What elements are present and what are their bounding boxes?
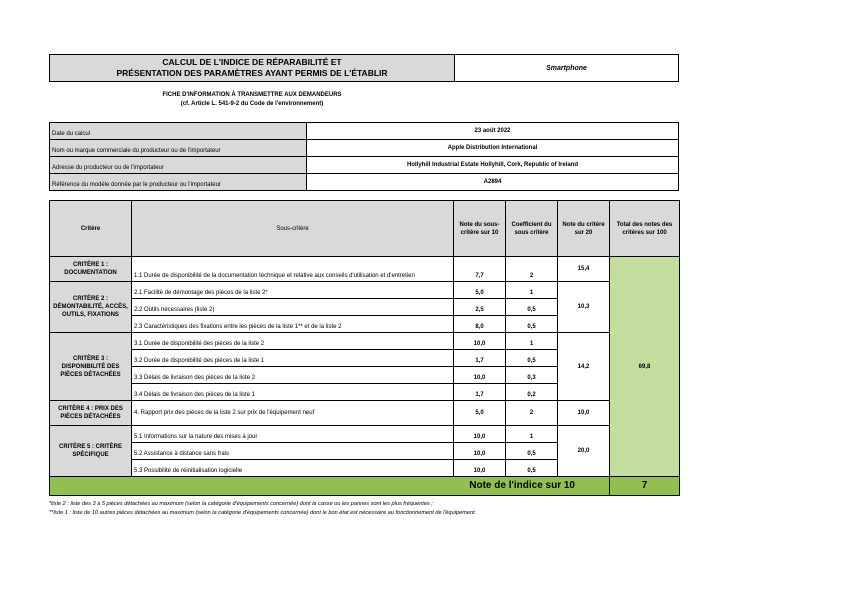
sub-coef: 0,5 bbox=[506, 316, 558, 333]
sub-coef: 0,5 bbox=[506, 443, 558, 460]
sub-note: 10,0 bbox=[454, 443, 506, 460]
header-critere: Critère bbox=[50, 201, 132, 257]
sub-note: 10,0 bbox=[454, 333, 506, 350]
sub-note: 8,0 bbox=[454, 316, 506, 333]
info-label: Nom ou marque commerciale du producteur ou de l'importateur bbox=[50, 140, 307, 157]
sub-criterion: 3.2 Durée de disponibilité des pièces de la liste 1 bbox=[132, 350, 454, 367]
sub-note: 5,0 bbox=[454, 282, 506, 299]
info-label: Adresse du producteur ou de l'importateur bbox=[50, 157, 307, 174]
info-label: Référence du modèle donnée par le producteur ou l'importateur bbox=[50, 174, 307, 191]
document-title bbox=[49, 54, 455, 82]
fiche-info bbox=[49, 91, 455, 109]
criterion-1: CRITÈRE 1 : DOCUMENTATION bbox=[50, 257, 132, 282]
info-row bbox=[50, 123, 679, 140]
footnote-liste-1: **liste 1 : liste de 10 autres pièces détachées au maximum (selon la catégorie d'équipements concernée) dont le bon état est nécessaire au fonctionnement de l'équipement. bbox=[49, 510, 477, 516]
sub-coef: 2 bbox=[506, 257, 558, 282]
criterion-note: 14,2 bbox=[558, 333, 610, 401]
product-type: Smartphone bbox=[455, 54, 679, 82]
sub-criterion: 3.3 Délais de livraison des pièces de la liste 2 bbox=[132, 367, 454, 384]
final-score-label: Note de l'indice sur 10 bbox=[50, 477, 610, 496]
sub-criterion: 3.1 Durée de disponibilité des pièces de la liste 2 bbox=[132, 333, 454, 350]
sub-coef: 0,5 bbox=[506, 460, 558, 477]
header-sous-critere: Sous-critère bbox=[132, 201, 454, 257]
sub-note: 5,0 bbox=[454, 401, 506, 426]
info-label: Date du calcul bbox=[50, 123, 307, 140]
criterion-note: 10,3 bbox=[558, 282, 610, 333]
sub-coef: 0,5 bbox=[506, 299, 558, 316]
sub-criterion: 5.1 Informations sur la nature des mises à jour bbox=[132, 426, 454, 443]
sub-note: 1,7 bbox=[454, 384, 506, 401]
fiche-line-2: (cf. Article L. 541-9-2 du Code de l'environnement) bbox=[180, 101, 324, 107]
sub-coef: 0,2 bbox=[506, 384, 558, 401]
sub-criterion: 1.1 Durée de disponibilité de la documentation technique et relative aux conseils d'utilisation et d'entretien bbox=[132, 257, 454, 282]
info-value: Hollyhill Industrial Estate Hollyhill, Cork, Republic of Ireland bbox=[307, 157, 679, 174]
header-total: Total des notes des critères sur 100 bbox=[610, 201, 680, 257]
sub-note: 2,5 bbox=[454, 299, 506, 316]
sub-coef: 1 bbox=[506, 426, 558, 443]
sub-criterion: 2.1 Facilité de démontage des pièces de la liste 2* bbox=[132, 282, 454, 299]
sub-coef: 1 bbox=[506, 333, 558, 350]
criterion-note: 20,0 bbox=[558, 426, 610, 477]
sub-note: 1,7 bbox=[454, 350, 506, 367]
info-row bbox=[50, 140, 679, 157]
sub-criterion: 5.2 Assistance à distance sans frais bbox=[132, 443, 454, 460]
info-value: 23 août 2022 bbox=[307, 123, 679, 140]
sub-note: 7,7 bbox=[454, 257, 506, 282]
info-row bbox=[50, 174, 679, 191]
info-value: A2894 bbox=[307, 174, 679, 191]
header-note10: Note du sous-critère sur 10 bbox=[454, 201, 506, 257]
footnotes bbox=[49, 500, 769, 518]
sub-coef: 2 bbox=[506, 401, 558, 426]
sub-coef: 0,5 bbox=[506, 350, 558, 367]
title-line-2: PRÉSENTATION DES PARAMÈTRES AYANT PERMIS DE L'ÉTABLIR bbox=[116, 68, 388, 78]
sub-criterion: 4. Rapport prix des pièces de la liste 2 sur prix de l'équipement neuf bbox=[132, 401, 454, 426]
criterion-3: CRITÈRE 3 : DISPONIBILITÉ DES PIÈCES DÉTACHÉES bbox=[50, 333, 132, 401]
criterion-5: CRITÈRE 5 : CRITÈRE SPÉCIFIQUE bbox=[50, 426, 132, 477]
sub-note: 10,0 bbox=[454, 426, 506, 443]
sub-note: 10,0 bbox=[454, 460, 506, 477]
info-row bbox=[50, 157, 679, 174]
final-score-value: 7 bbox=[610, 477, 680, 496]
criterion-4: CRITÈRE 4 : PRIX DES PIÈCES DÉTACHÉES bbox=[50, 401, 132, 426]
sub-criterion: 5.3 Possibilité de réinitialisation logicielle bbox=[132, 460, 454, 477]
header-note20: Note du critère sur 20 bbox=[558, 201, 610, 257]
sub-note: 10,0 bbox=[454, 367, 506, 384]
sub-criterion: 2.2 Outils nécessaires (liste 2) bbox=[132, 299, 454, 316]
sub-criterion: 2.3 Caractéristiques des fixations entre les pièces de la liste 1** et de la liste 2 bbox=[132, 316, 454, 333]
sub-coef: 1 bbox=[506, 282, 558, 299]
score-table bbox=[49, 200, 680, 496]
title-line-1: CALCUL DE L'INDICE DE RÉPARABILITÉ ET bbox=[162, 57, 342, 67]
sub-criterion: 3.4 Délais de livraison des pièces de la liste 1 bbox=[132, 384, 454, 401]
criterion-note: 10,0 bbox=[558, 401, 610, 426]
fiche-line-1: FICHE D'INFORMATION À TRANSMETTRE AUX DEMANDEURS bbox=[162, 92, 342, 98]
footnote-liste-2: *liste 2 : liste des 3 à 5 pièces détachées au maximum (selon la catégorie d'équipements concernée) dont la casse ou les pannes sont les plus fréquentes ; bbox=[49, 501, 433, 507]
info-table bbox=[49, 122, 679, 191]
criterion-2: CRITÈRE 2 : DÉMONTABILITÉ, ACCÈS, OUTILS, FIXATIONS bbox=[50, 282, 132, 333]
info-value: Apple Distribution International bbox=[307, 140, 679, 157]
sub-coef: 0,3 bbox=[506, 367, 558, 384]
criterion-note: 15,4 bbox=[558, 257, 610, 282]
total-score: 69,8 bbox=[610, 257, 680, 477]
header-coef: Coefficient du sous critère bbox=[506, 201, 558, 257]
